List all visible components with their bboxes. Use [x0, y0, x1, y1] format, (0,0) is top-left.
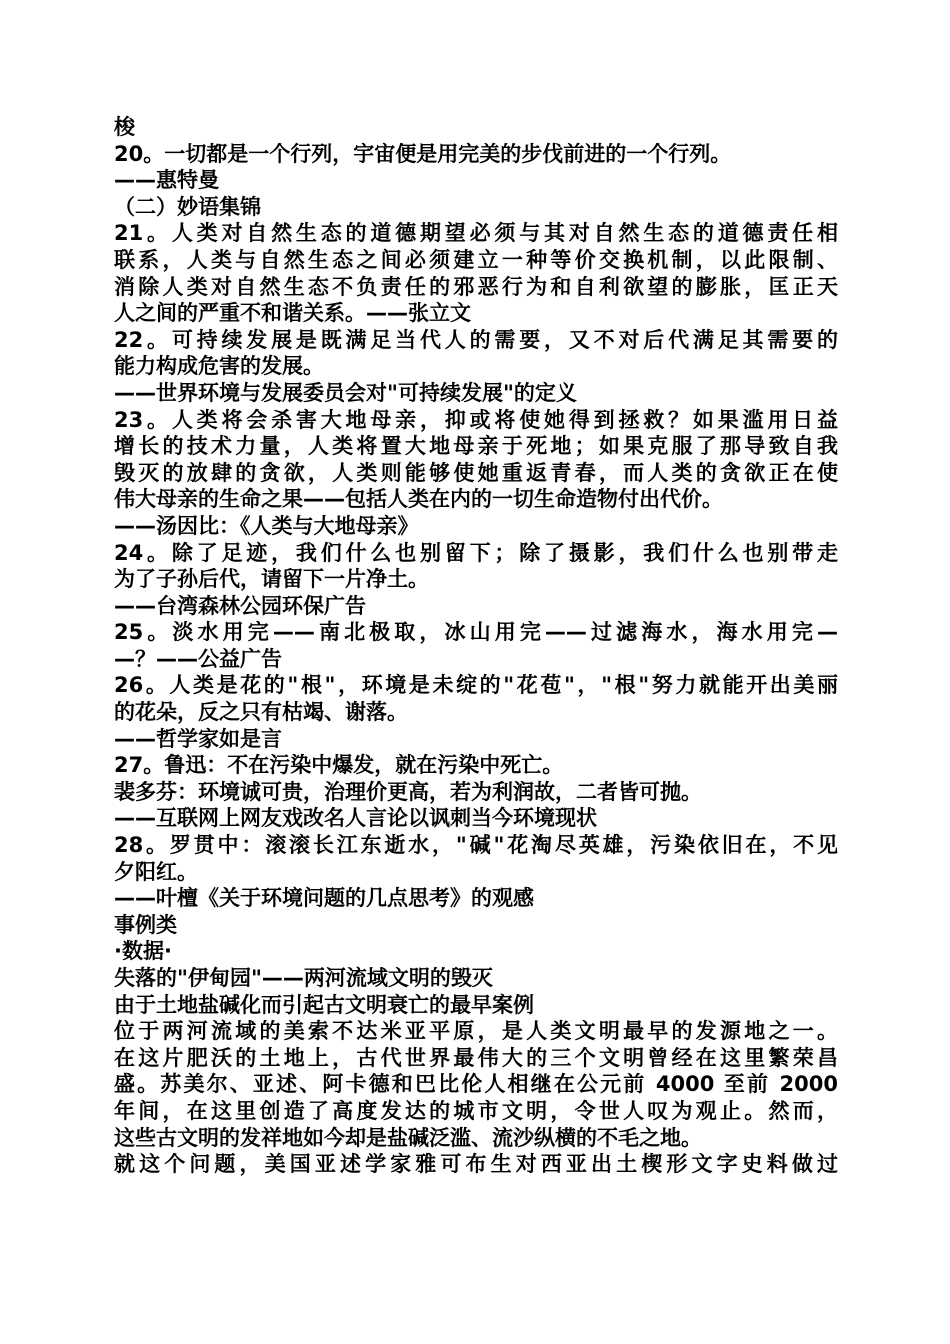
text-line: 27。鲁迅：不在污染中爆发，就在污染中死亡。 — [114, 753, 564, 778]
text-line: ——惠特曼 — [114, 168, 219, 193]
text-line: 失落的"伊甸园"——两河流域文明的毁灭 — [114, 966, 493, 990]
text-line: 为了子孙后代，请留下一片净土。 — [114, 567, 429, 592]
text-line: 联系，人类与自然生态之间必须建立一种等价交换机制，以此限制、 — [114, 247, 838, 272]
text-line: 20。一切都是一个行列，宇宙便是用完美的步伐前进的一个行列。 — [114, 141, 732, 166]
text-line: 就这个问题，美国亚述学家雅可布生对西亚出土楔形文字史料做过 — [114, 1152, 838, 1177]
text-line: 伟大母亲的生命之果——包括人类在内的一切生命造物付出代价。 — [114, 487, 723, 512]
text-line: 24。除了足迹，我们什么也别留下；除了摄影，我们什么也别带走 — [114, 540, 838, 565]
text-line: （二）妙语集锦 — [114, 194, 261, 219]
text-line: 28。罗贯中：滚滚长江东逝水，"碱"花淘尽英雄，污染依旧在，不见 — [114, 833, 838, 858]
text-line: 26。人类是花的"根"，环境是未绽的"花苞"，"根"努力就能开出美丽 — [114, 673, 838, 698]
text-line: ——叶檀《关于环境问题的几点思考》的观感 — [114, 886, 534, 911]
text-line: 22。可持续发展是既满足当代人的需要，又不对后代满足其需要的 — [114, 327, 838, 352]
text-line: 事例类 — [114, 912, 177, 937]
text-line: ——世界环境与发展委员会对"可持续发展"的定义 — [114, 380, 577, 405]
text-line: 盛。苏美尔、亚述、阿卡德和巴比伦人相继在公元前 4000 至前 2000 — [114, 1072, 838, 1097]
text-line: 裴多芬：环境诚可贵，治理价更高，若为利润故，二者皆可抛。 — [114, 779, 702, 804]
document-page — [114, 114, 838, 1178]
text-line: 增长的技术力量，人类将置大地母亲于死地；如果克服了那导致自我 — [114, 434, 838, 459]
text-line: 由于土地盐碱化而引起古文明衰亡的最早案例 — [114, 992, 534, 1017]
text-line: 年间，在这里创造了高度发达的城市文明，令世人叹为观止。然而， — [114, 1098, 838, 1123]
text-line: 在这片肥沃的土地上，古代世界最伟大的三个文明曾经在这里繁荣昌 — [114, 1045, 838, 1070]
text-line: ——台湾森林公园环保广告 — [114, 593, 366, 618]
text-line: 梭 — [114, 115, 135, 139]
text-line: 23。人类将会杀害大地母亲，抑或将使她得到拯救？如果滥用日益 — [114, 407, 838, 432]
text-line: ——互联网上网友戏改名人言论以讽刺当今环境现状 — [114, 806, 597, 831]
text-line: 人之间的严重不和谐关系。——张立文 — [114, 301, 471, 326]
text-line: 25。淡水用完——南北极取，冰山用完——过滤海水，海水用完— — [114, 620, 838, 645]
text-line: 位于两河流域的美索不达米亚平原，是人类文明最早的发源地之一。 — [114, 1019, 838, 1044]
text-line: 21。人类对自然生态的道德期望必须与其对自然生态的道德责任相 — [114, 221, 838, 246]
text-line: 这些古文明的发祥地如今却是盐碱泛滥、流沙纵横的不毛之地。 — [114, 1125, 702, 1150]
text-line: ——汤因比：《人类与大地母亲》 — [114, 513, 419, 538]
text-line: 能力构成危害的发展。 — [114, 354, 324, 379]
text-line: —？——公益广告 — [114, 646, 282, 671]
text-line: 消除人类对自然生态不负责任的邪恶行为和自利欲望的膨胀，匡正天 — [114, 274, 838, 299]
text-line: 毁灭的放肆的贪欲，人类则能够使她重返青春，而人类的贪欲正在使 — [114, 460, 838, 485]
text-line: 的花朵，反之只有枯竭、谢落。 — [114, 700, 408, 725]
text-line: ——哲学家如是言 — [114, 726, 282, 751]
text-line: ·数据· — [114, 939, 172, 964]
text-line: 夕阳红。 — [114, 859, 198, 884]
